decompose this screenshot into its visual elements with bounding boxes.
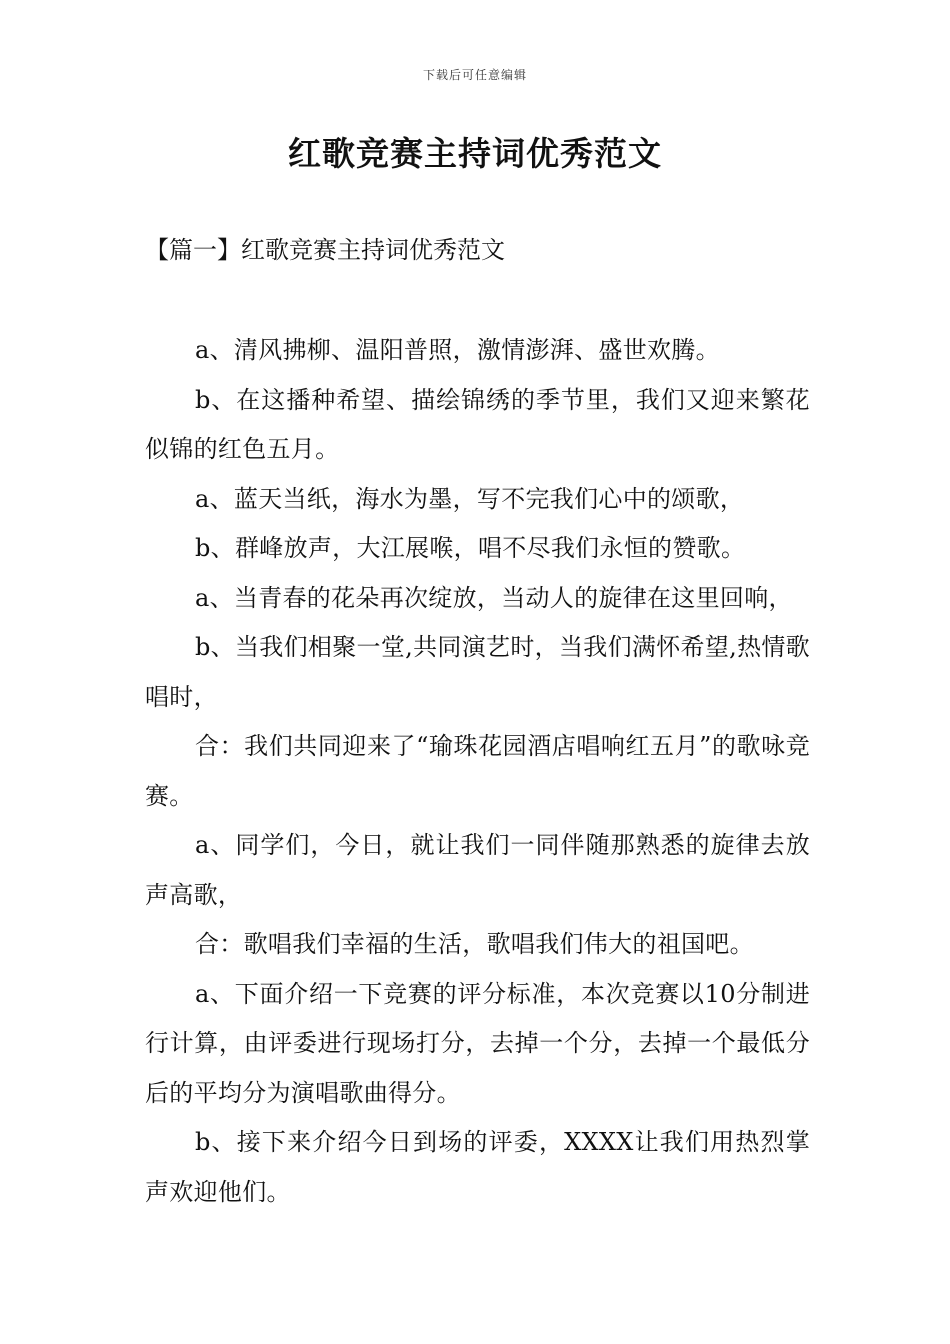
paragraph: a、蓝天当纸，海水为墨，写不完我们心中的颂歌， (195, 484, 745, 513)
document-body (145, 326, 810, 1217)
paragraph: a、下面介绍一下竞赛的评分标准，本次竞赛以10分制进行计算，由评委进行现场打分，去掉一个分，去掉一个最低分后的平均分为演唱歌曲得分。 (145, 979, 810, 1107)
document-title: 红歌竞赛主持词优秀范文 (288, 134, 662, 173)
paragraph: 合：歌唱我们幸福的生活，歌唱我们伟大的祖国吧。 (195, 930, 754, 958)
paragraph: b、当我们相聚一堂,共同演艺时，当我们满怀希望,热情歌唱时， (145, 633, 810, 711)
header-note: 下载后可任意编辑 (422, 68, 527, 82)
paragraph: b、在这播种希望、描绘锦绣的季节里，我们又迎来繁花似锦的红色五月。 (145, 385, 810, 463)
paragraph: 合：我们共同迎来了“瑜珠花园酒店唱响红五月”的歌咏竞赛。 (145, 732, 810, 810)
paragraph: b、群峰放声，大江展喉，唱不尽我们永恒的赞歌。 (195, 534, 746, 562)
paragraph: b、接下来介绍今日到场的评委，XXXX让我们用热烈掌声欢迎他们。 (145, 1128, 810, 1206)
paragraph: a、同学们，今日，就让我们一同伴随那熟悉的旋律去放声高歌， (145, 831, 810, 909)
section-heading: 【篇一】红歌竞赛主持词优秀范文 (145, 236, 505, 264)
paragraph: a、当青春的花朵再次绽放，当动人的旋律在这里回响， (195, 583, 793, 612)
paragraph: a、清风拂柳、温阳普照，激情澎湃、盛世欢腾。 (195, 336, 720, 364)
